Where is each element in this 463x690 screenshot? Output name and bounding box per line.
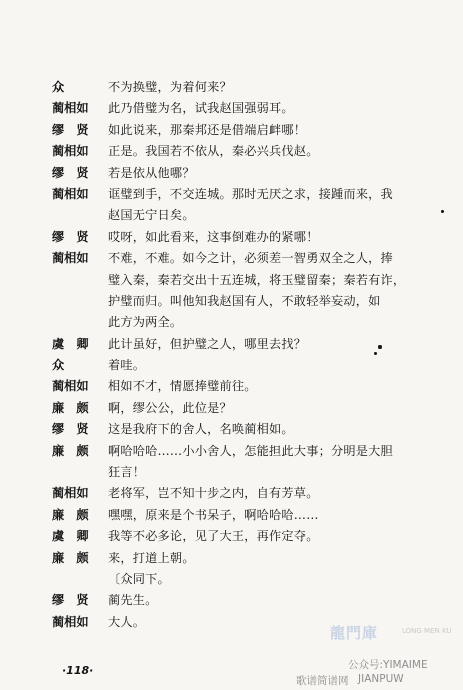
dialogue-line <box>52 163 432 184</box>
dialogue-line <box>52 355 432 376</box>
dialogue-text: 此乃借璧为名，试我赵国强弱耳。 <box>108 101 294 116</box>
speaker-name: 蔺相如 <box>52 614 89 629</box>
page-number: ·118· <box>62 664 94 677</box>
watermark-title: 歌谱简谱网 <box>296 675 349 687</box>
dialogue-line <box>52 590 432 611</box>
dialogue-line <box>52 548 432 569</box>
dialogue-line <box>52 505 432 526</box>
dialogue-text: 正是。我国若不依从，秦必兴兵伐赵。 <box>108 144 319 159</box>
dialogue-line <box>52 184 432 205</box>
dialogue-text: 〔众同下。 <box>108 571 170 586</box>
dialogue-text: 我等不必多论，见了大王，再作定夺。 <box>108 529 319 544</box>
dialogue-line <box>52 248 432 269</box>
dialogue-text: 璧入秦，秦若交出十五连城，将玉璧留秦；秦若有诈， <box>108 272 406 287</box>
speaker-name: 众 <box>52 358 65 373</box>
speaker-name: 廉 颇 <box>52 443 89 458</box>
dialogue-line <box>52 227 432 248</box>
dialogue-text: 老将军，岂不知十步之内，自有芳草。 <box>108 486 319 501</box>
speaker-name: 缪 贤 <box>52 422 89 437</box>
dialogue-line <box>52 205 432 226</box>
dialogue-line <box>52 270 432 291</box>
watermark-logo-subtext: LONG MEN KU <box>402 627 452 635</box>
speaker-name: 缪 贤 <box>52 122 89 137</box>
speaker-name: 蔺相如 <box>52 486 89 501</box>
dialogue-line <box>52 419 432 440</box>
dialogue-line <box>52 291 432 312</box>
dialogue-text: 此计虽好，但护璧之人，哪里去找？ <box>108 336 307 351</box>
watermark-site: 公众号:YIMAIME <box>348 659 428 671</box>
dialogue-text: 蔺先生。 <box>108 593 158 608</box>
dialogue-line <box>52 462 432 483</box>
dialogue-text: 相如不才，情愿捧璧前往。 <box>108 379 257 394</box>
script-dialogue <box>52 77 432 633</box>
dialogue-line <box>52 398 432 419</box>
dialogue-line <box>52 77 432 98</box>
dialogue-text: 如此说来，那秦邦还是借端启衅哪！ <box>108 122 307 137</box>
speaker-name: 蔺相如 <box>52 101 89 116</box>
dialogue-text: 狂言！ <box>108 465 146 480</box>
speaker-name: 虞 卿 <box>52 336 89 351</box>
dialogue-line <box>52 98 432 119</box>
dialogue-text: 着哇。 <box>108 358 146 373</box>
dialogue-text: 此方为两全。 <box>108 315 183 330</box>
ink-speck <box>441 210 444 213</box>
dialogue-text: 护璧而归。叫他知我赵国有人，不敢轻举妄动，如 <box>108 293 381 308</box>
watermark-code: JIANPUW <box>358 673 404 685</box>
watermark-logo: 龍門庫 <box>330 624 379 642</box>
ink-speck <box>378 345 382 349</box>
dialogue-text: 不为换璧，为着何来？ <box>108 80 232 94</box>
dialogue-line <box>52 569 432 590</box>
speaker-name: 缪 贤 <box>52 165 89 180</box>
dialogue-line <box>52 441 432 462</box>
dialogue-line <box>52 526 432 547</box>
dialogue-line <box>52 141 432 162</box>
dialogue-text: 大人。 <box>108 614 146 629</box>
dialogue-text: 不难，不难。如今之计，必须差一智勇双全之人，捧 <box>108 251 393 266</box>
speaker-name: 缪 贤 <box>52 229 89 244</box>
dialogue-line <box>52 483 432 504</box>
speaker-name: 蔺相如 <box>52 144 89 159</box>
dialogue-line <box>52 312 432 333</box>
speaker-name: 蔺相如 <box>52 186 89 201</box>
dialogue-text: 若是依从他哪？ <box>108 165 195 180</box>
dialogue-text: 啊哈哈哈……小小舍人，怎能担此大事；分明是大胆 <box>108 443 393 458</box>
speaker-name: 蔺相如 <box>52 379 89 394</box>
dialogue-text: 啊，缪公公，此位是？ <box>108 400 232 415</box>
dialogue-text: 赵国无宁日矣。 <box>108 208 195 223</box>
dialogue-text: 哎呀，如此看来，这事倒难办的紧哪！ <box>108 229 319 244</box>
dialogue-text: 来，打道上朝。 <box>108 550 195 565</box>
speaker-name: 廉 颇 <box>52 507 89 522</box>
ink-speck <box>374 352 377 355</box>
speaker-name: 缪 贤 <box>52 593 89 608</box>
speaker-name: 廉 颇 <box>52 400 89 415</box>
speaker-name: 众 <box>52 80 65 94</box>
speaker-name: 廉 颇 <box>52 550 89 565</box>
speaker-name: 虞 卿 <box>52 529 89 544</box>
dialogue-line <box>52 376 432 397</box>
dialogue-text: 这是我府下的舍人，名唤蔺相如。 <box>108 422 294 437</box>
dialogue-text: 嘿嘿，原来是个书呆子，啊哈哈哈…… <box>108 507 319 522</box>
dialogue-line <box>52 120 432 141</box>
speaker-name: 蔺相如 <box>52 251 89 266</box>
dialogue-text: 诓璧到手，不交连城。那时无厌之求，接踵而来，我 <box>108 186 393 201</box>
